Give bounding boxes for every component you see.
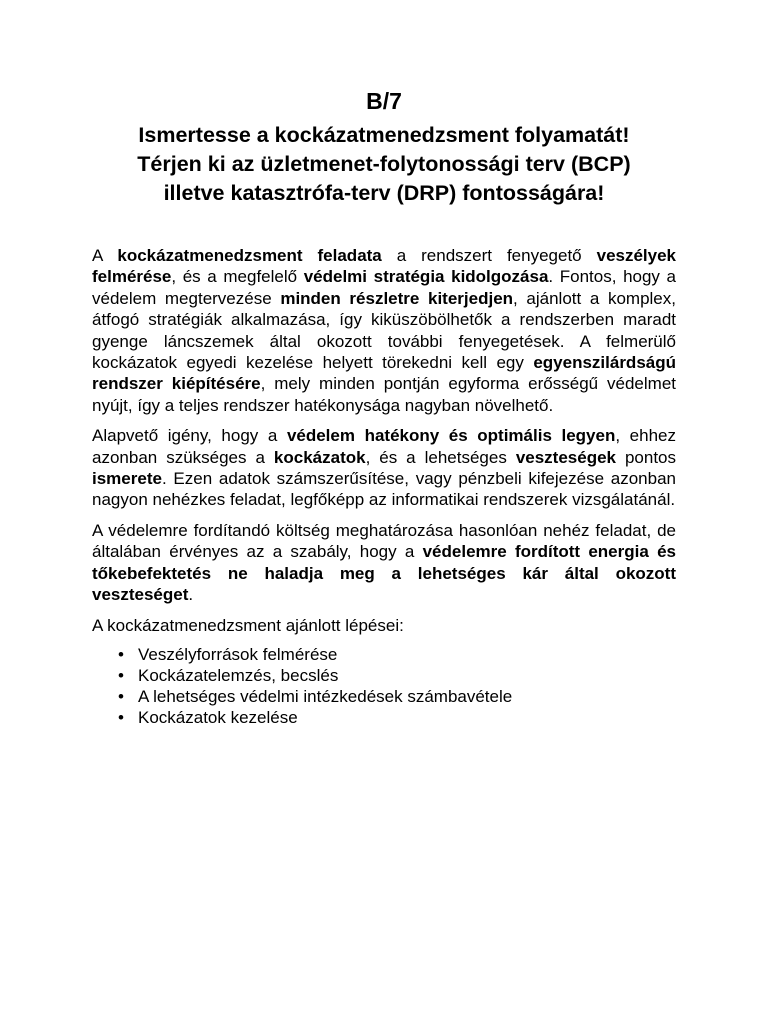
bold-run: védelemre fordított energia és tőkebefektetés ne haladja meg a lehetséges kár által okozott veszteséget (92, 542, 676, 605)
text-run: , és a megfelelő (171, 267, 304, 287)
list-item-text: A lehetséges védelmi intézkedések számbavétele (138, 686, 513, 706)
bold-run: minden részletre kiterjedjen (280, 288, 514, 308)
text-run: , és a lehetséges (365, 447, 516, 467)
list-item (92, 665, 676, 686)
list-item-text: Kockázatok kezelése (138, 707, 298, 727)
bold-run: kockázatmenedzsment feladata (117, 246, 382, 265)
title-line-2: Térjen ki az üzletmenet-folytonossági terv (BCP) (137, 152, 631, 176)
bullet-icon: • (118, 644, 124, 664)
list-item-text: Veszélyforrások felmérése (138, 644, 338, 664)
document-title (60, 121, 708, 208)
bold-run: védelmi stratégia kidolgozása (303, 267, 549, 287)
bullet-icon: • (118, 686, 124, 706)
text-run: . (188, 585, 194, 605)
document-code: B/7 (366, 88, 402, 114)
list-item (92, 644, 676, 665)
paragraph-3 (92, 520, 676, 606)
text-run: A védelemre fordítandó költség meghatározása hasonlóan nehéz feladat, de általában érvényes az a szabály, hogy a (92, 520, 676, 562)
title-line-3: illetve katasztrófa-terv (DRP) fontosságára! (163, 181, 605, 205)
bold-run: egyenszilárdságú rendszer kiépítésére (92, 353, 676, 394)
bold-run: ismerete (92, 469, 162, 489)
steps-list (92, 644, 676, 728)
document-body (92, 245, 676, 728)
text-run: , mely minden pontján egyforma erősségű védelmet nyújt, így a teljes rendszer hatékonysága nagyban növelhető. (92, 374, 676, 415)
list-item (92, 686, 676, 707)
bullet-icon: • (118, 665, 124, 685)
list-item (92, 707, 676, 728)
paragraph-1 (92, 245, 676, 416)
bold-run: kockázatok (273, 447, 366, 467)
bullet-icon: • (118, 707, 124, 727)
bold-run: védelem hatékony és optimális legyen (286, 426, 616, 446)
paragraph-2 (92, 425, 676, 511)
text-run: . Ezen adatok számszerűsítése, vagy pénzbeli kifejezése azonban nagyon nehézkes feladat, legfőképp az informatikai rendszerek vizsgálatánál. (92, 469, 676, 510)
bold-run: veszteségek (515, 447, 616, 467)
text-run: . Fontos, hogy a védelem megtervezése (92, 267, 677, 308)
text-run: a rendszert fenyegető (381, 246, 597, 265)
title-line-1: Ismertesse a kockázatmenedzsment folyamatát! (138, 123, 630, 147)
text-run: , ehhez azonban szükséges a (92, 426, 676, 467)
list-item-text: Kockázatelemzés, becslés (138, 665, 339, 685)
text-run: Alapvető igény, hogy a (92, 426, 287, 446)
text-run: , ajánlott a komplex, átfogó stratégiák alkalmazása, így kiküszöbölhetők a rendszerben maradt gyenge láncszemek által okozott további fenyegetések. A felmerülő kockázatok egyedi kezelése helyett törekedni kell egy (92, 288, 676, 373)
bold-run: veszélyek felmérése (92, 246, 677, 287)
text-run: pontos (616, 447, 677, 467)
steps-intro: A kockázatmenedzsment ajánlott lépései: (92, 615, 404, 635)
text-run: A (92, 246, 118, 265)
